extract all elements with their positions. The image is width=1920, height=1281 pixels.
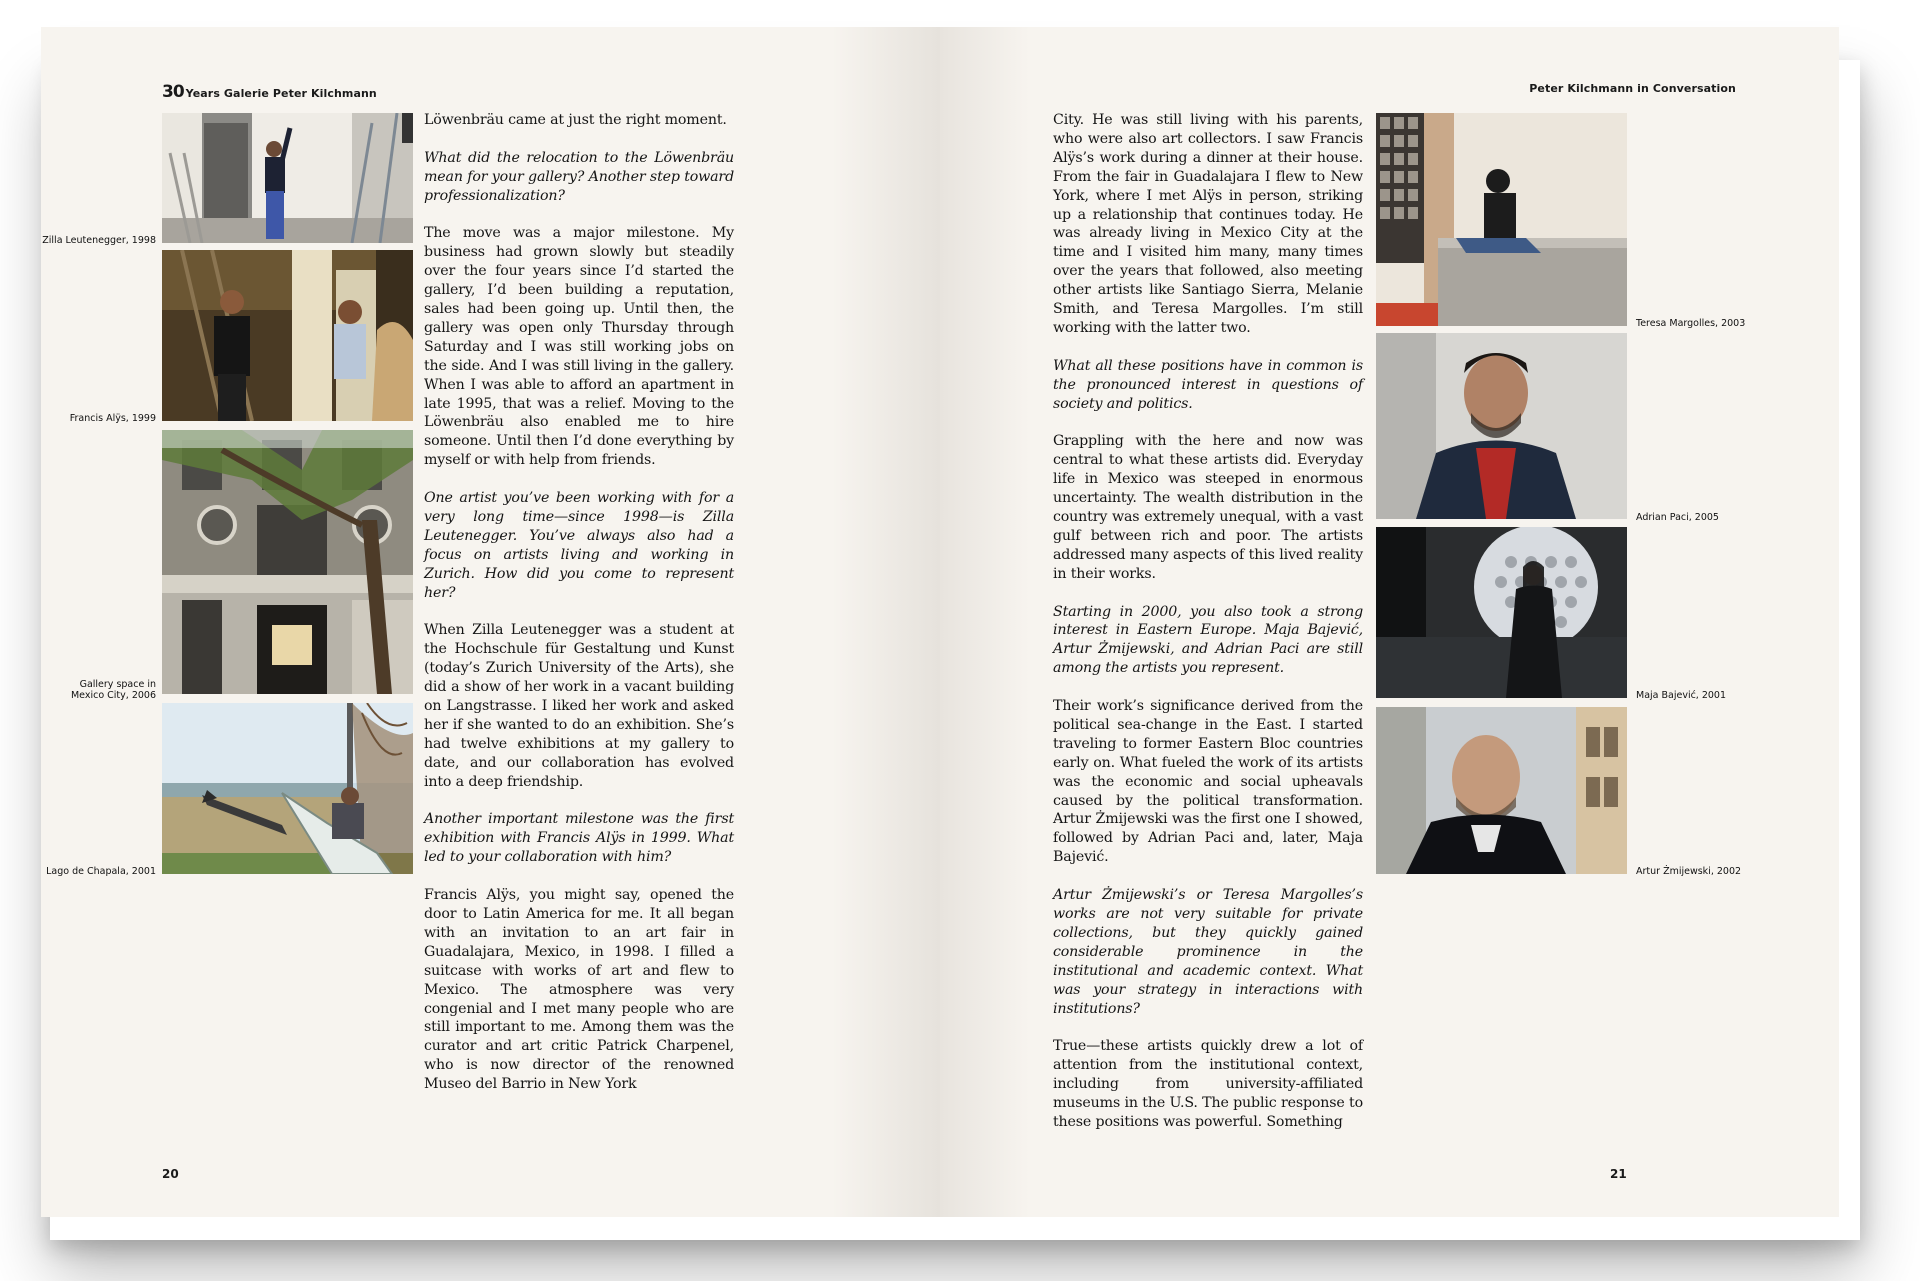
right-paragraph-3: Their work’s significance derived from the political sea-change in the East. I started traveling to former Eastern Bloc countries early on. What fueled the work of its artists was the economic and social upheavals caused by the political transformation. Artur Żmijewski was the first one I showed, followed by Adrian Paci and, later, Maja Bajević. xyxy=(1053,698,1363,866)
right-text-column xyxy=(1053,111,1363,1151)
photo-zilla-leutenegger xyxy=(162,113,413,243)
right-paragraph-2: Grappling with the here and now was central to what these artists did. Everyday life in Mexico was steeped in enormous uncertainty. The wealth distribution in the country was extremely unequal, with a vast gulf between rich and poor. The artists addressed many aspects of this lived reality in their works. xyxy=(1053,433,1363,582)
left-folio: 20 xyxy=(162,1167,179,1181)
right-folio: 21 xyxy=(1610,1167,1627,1181)
photo-lago-de-chapala xyxy=(162,703,413,874)
left-question-2: One artist you’ve been working with for a very long time—since 1998—is Zilla Leutenegger. You’ve always also had a focus on artists living and working in Zurich. How did you come to represent her? xyxy=(424,490,734,601)
caption-photo-8: Artur Żmijewski, 2002 xyxy=(1636,866,1742,877)
photo-francis-alys xyxy=(162,250,413,421)
photo-gallery-mexico-city xyxy=(162,430,413,694)
right-question-1: What all these positions have in common is the pronounced interest in questions of society and politics. xyxy=(1053,357,1363,412)
caption-photo-4: Lago de Chapala, 2001 xyxy=(46,866,156,877)
left-text-column xyxy=(424,111,734,1113)
left-paragraph-1: Löwenbräu came at just the right moment. xyxy=(424,112,727,128)
right-running-head: Peter Kilchmann in Conversation xyxy=(1529,82,1736,95)
photo-adrian-paci xyxy=(1376,333,1627,519)
caption-photo-6: Adrian Paci, 2005 xyxy=(1636,512,1719,523)
caption-photo-7: Maja Bajević, 2001 xyxy=(1636,690,1727,701)
left-paragraph-3: When Zilla Leutenegger was a student at the Hochschule für Gestaltung und Kunst (today’s Zurich University of the Arts), she did a show of her work in a vacant building on Langstrasse. I liked her work and asked her if she wanted to do an exhibition. She’s had twelve exhibitions at my gallery to date, and our collaboration has evolved into a deep friendship. xyxy=(424,622,734,790)
photo-artur-zmijewski xyxy=(1376,707,1627,874)
photo-teresa-margolles xyxy=(1376,113,1627,326)
caption-photo-1: Zilla Leutenegger, 1998 xyxy=(42,235,156,246)
right-question-3: Artur Żmijewski’s or Teresa Margolles’s works are not very suitable for private collections, but they quickly gained considerable prominence in the institutional and academic context. What was your strategy in interactions with institutions? xyxy=(1053,887,1363,1017)
photo-maja-bajevic xyxy=(1376,527,1627,698)
right-question-2: Starting in 2000, you also took a strong interest in Eastern Europe. Maja Bajević, Artur Żmijewski, and Adrian Paci are still among the artists you represent. xyxy=(1053,603,1363,677)
caption-photo-3: Gallery space in Mexico City, 2006 xyxy=(70,679,156,701)
left-question-1: What did the relocation to the Löwenbräu mean for your gallery? Another step toward professionalization? xyxy=(424,149,734,204)
left-paragraph-2: The move was a major milestone. My business had grown slowly but steadily over the four years since I’d started the gallery, I’d been building a reputation, sales had been going up. Until then, the gallery was open only Thursday through Saturday and I was still working jobs on the side. And I was still living in the gallery. When I was able to afford an apartment in late 1995, that was a relief. Moving to the Löwenbräu also enabled me to hire someone. Until then I’d done everything by myself or with help from friends. xyxy=(424,225,734,469)
right-paragraph-1: City. He was still living with his parents, who were also art collectors. I saw Francis Alÿs’s work during a dinner at their house. From the fair in Guadalajara I flew to New York, where I met Alÿs in person, striking up a relationship that continues today. He was already living in Mexico City at the time and I visited him many, many times over the years that followed, also meeting other artists like Santiago Sierra, Melanie Smith, and Teresa Margolles. I’m still working with the latter two. xyxy=(1053,112,1363,336)
caption-photo-2: Francis Alÿs, 1999 xyxy=(69,413,156,424)
right-paragraph-4: True—these artists quickly drew a lot of attention from the institutional context, including from university-affiliated museums in the U.S. The public response to these positions was powerful. Something xyxy=(1053,1038,1363,1130)
right-page xyxy=(940,27,1839,1217)
running-head-text: Years Galerie Peter Kilchmann xyxy=(185,87,377,100)
left-paragraph-4: Francis Alÿs, you might say, opened the door to Latin America for me. It all began with an invitation to an art fair in Guadalajara, Mexico, in 1998. I filled a suitcase with works of art and flew to Mexico. The atmosphere was very congenial and I met many people who are still important to me. Among them was the curator and art critic Patrick Charpenel, who is now director of the renowned Museo del Barrio in New York xyxy=(424,887,734,1093)
caption-photo-5: Teresa Margolles, 2003 xyxy=(1636,318,1746,329)
left-page xyxy=(41,27,940,1217)
running-head-number: 30 xyxy=(162,82,184,102)
left-question-3: Another important milestone was the first exhibition with Francis Alÿs in 1999. What led to your collaboration with him? xyxy=(424,811,734,866)
left-running-head xyxy=(162,82,377,102)
